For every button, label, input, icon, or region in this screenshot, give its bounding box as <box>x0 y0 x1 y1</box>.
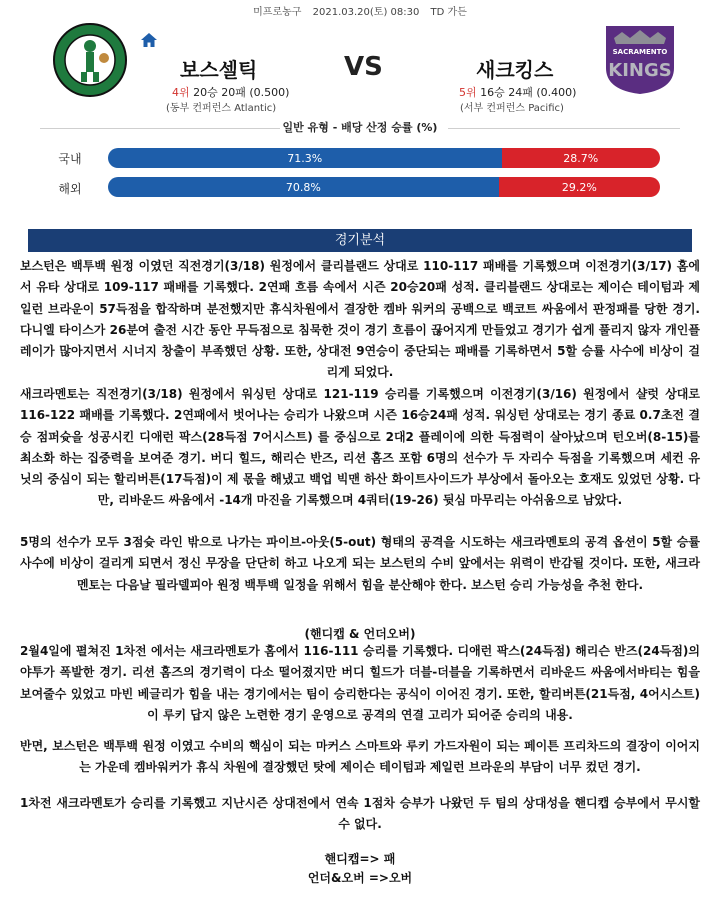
celtics-logo <box>48 22 132 98</box>
home-conference: (동부 컨퍼런스 Atlantic) <box>166 103 277 114</box>
away-team-name: 새크킹스 <box>476 58 554 82</box>
stats-title: 일반 유형 - 배당 산정 승률 (%) <box>282 121 438 134</box>
vs-label: VS <box>344 52 383 82</box>
stat-row-label: 해외 <box>58 182 82 196</box>
analysis-heading: 경기분석 <box>28 229 692 252</box>
kings-logo <box>600 24 680 96</box>
analysis-paragraph: 5명의 선수가 모두 3점슛 라인 밖으로 나가는 파이브-아웃(5-out) 형태의 공격을 시도하는 새크라멘토의 공격 옵션이 5할 승률 사수에 비상이 걸리게 되면서 정신 무장을 단단히 하고 나오게 되는 보스턴의 수비 앞에서는 위력이 반감될 것이다. 또한, 새크라멘토는 다음날 필라델피아 원정 백투백 일정을 위해서 힘을 분산해야 한다. 보스턴 승리 가능성을 추천 한다. <box>20 535 700 592</box>
home-pct-bar <box>108 177 499 197</box>
divider <box>448 128 680 129</box>
home-rank: 4위 <box>172 86 190 99</box>
league-label: 미프로농구 <box>253 7 302 18</box>
away-conference: (서부 컨퍼런스 Pacific) <box>460 103 564 114</box>
analysis-paragraph: 새크라멘토는 직전경기(3/18) 원정에서 워싱턴 상대로 121-119 승리를 기록했으며 이전경기(3/16) 원정에서 샬럿 상대로 116-122 패배를 기록했다. 2연패에서 벗어나는 승리가 나왔으며 시즌 16승24패 성적. 워싱턴 상대로는 경기 종료 0.7초전 결승 점퍼슛을 성공시킨 디애런 팍스(28득점 7어시스트) 를 중심으로 2대2 플레이에 의한 득점력이 살아났으며 턴오버(8-15)를 최소화 하는 집중력을 보여준 경기. 버디 힐드, 해리슨 반즈, 리션 홈즈 포함 6명의 선수가 두 자리수 득점을 기록했으며 세컨 유닛의 중심이 되는 할리버튼(17득점)이 제 몫을 해냈고 백업 빅맨 하산 화이트사이드가 부상에서 돌아오는 호재도 있었던 상황. 다만, 리바운드 싸움에서 -14개 마진을 기록했으며 4쿼터(19-26) 뒷심 마무리는 아쉬움으로 남았다. <box>20 387 700 508</box>
stat-bar-overseas <box>108 177 660 197</box>
away-pct-bar <box>499 177 660 197</box>
analysis-paragraph: 2월4일에 펼쳐진 1차전 에서는 새크라멘토가 홈에서 116-111 승리를 기록했다. 디애런 팍스(24득점) 해리슨 반즈(24득점)의 야투가 폭발한 경기. 리션 홈즈의 경기력이 다소 떨어졌지만 버디 힐드가 더블-더블을 기록하면서 리바운드 싸움에서바티는 힘을 보여줄수 있었고 마빈 베글리가 힘을 내는 경기에서는 팀이 승리한다는 공식이 이어진 경기. 또한, 할리버튼(21득점, 4어시스트)이 루키 답지 않은 노련한 경기 운영으로 공격의 연결 고리가 되어준 승리의 내용. <box>20 644 700 722</box>
away-pct-text: 29.2% <box>561 180 597 194</box>
home-pct-text: 71.3% <box>287 151 323 165</box>
handicap-heading: (핸디캡 & 언더오버) <box>304 627 416 641</box>
kings-logo-text-top: SACRAMENTO <box>612 48 668 56</box>
venue-label: TD 가든 <box>430 7 467 18</box>
analysis-paragraph: 반면, 보스턴은 백투백 원정 이였고 수비의 핵심이 되는 마커스 스마트와 루키 가드자원이 되는 페이튼 프리차드의 결장이 이어지는 가운데 켐바워커가 휴식 차원에 결장했던 탓에 제이슨 테이텀과 제일런 브라운의 부담이 너무 컸던 경기. <box>20 739 700 775</box>
stat-bar-domestic <box>108 148 660 168</box>
home-icon[interactable] <box>140 32 158 48</box>
away-win-loss: 16승 24패 (0.400) <box>480 86 577 99</box>
analysis-paragraph: 보스턴은 백투백 원정 이였던 직전경기(3/18) 원정에서 클리블랜드 상대로 110-117 패배를 기록했으며 이전경기(3/17) 홈에서 유타 상대로 109-117 패배를 기록했다. 2연패 흐름 속에서 시즌 20승20패 성적. 클리블랜드 상대로는 제이슨 테이텀과 제일런 브라운이 57득점을 합작하며 분전했지만 휴식차원에서 결장한 켐바 워커의 공백으로 백코트 싸움에서 판정패를 당한 경기. 다니엘 타이스가 26분여 출전 시간 동안 무득점으로 침묵한 것이 경기 흐름이 끊어지게 만들었고 경기가 쉽게 풀리지 않자 개인플레이가 많아지면서 시너지 창출이 부족했던 상황. 또한, 상대전 9연승이 중단되는 패배를 기록하면서 5할 승률 사수에 비상이 걸리게 되었다. <box>20 259 700 380</box>
kings-logo-text-main: KINGS <box>608 60 672 81</box>
pick-over-under: 언더&오버 =>오버 <box>307 871 413 885</box>
away-record <box>459 84 576 100</box>
away-pct-bar <box>502 148 660 168</box>
home-pct-bar <box>108 148 502 168</box>
match-datetime: 2021.03.20(토) 08:30 <box>312 7 420 18</box>
home-win-loss: 20승 20패 (0.500) <box>193 86 290 99</box>
home-pct-text: 70.8% <box>285 180 321 194</box>
home-team-name: 보스셀틱 <box>180 58 258 82</box>
analysis-paragraph: 1차전 새크라멘토가 승리를 기록했고 지난시즌 상대전에서 연속 1점차 승부가 나왔던 두 팀의 상대성을 핸디캡 승부에서 무시할수 없다. <box>20 796 700 832</box>
away-pct-text: 28.7% <box>563 151 599 165</box>
stat-row-label: 국내 <box>58 152 82 166</box>
home-record <box>172 84 289 100</box>
pick-handicap: 핸디캡=> 패 <box>324 852 396 866</box>
away-rank: 5위 <box>459 86 477 99</box>
